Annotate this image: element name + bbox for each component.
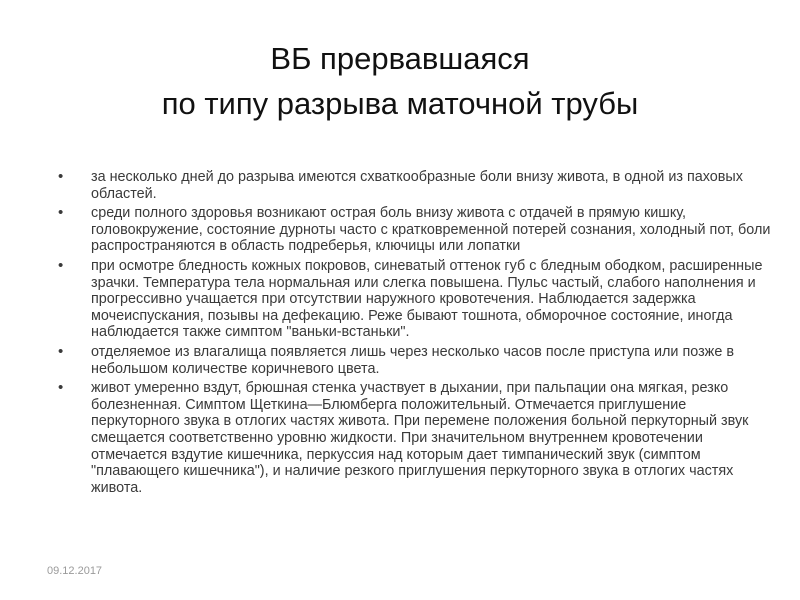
bullet-dot-icon: • — [58, 256, 64, 274]
bullet-item — [58, 205, 778, 255]
slide-title-line-2: по типу разрыва маточной трубы — [161, 86, 639, 121]
bullet-dot-icon: • — [58, 204, 64, 222]
slide-title — [40, 36, 760, 126]
bullet-dot-icon: • — [58, 168, 64, 185]
bullet-dot-icon: • — [58, 342, 64, 360]
bullet-text: за несколько дней до разрыва имеются схваткообразные боли внизу живота, в одной из паховых областей. — [91, 169, 743, 202]
bullet-list — [58, 169, 778, 499]
bullet-item — [58, 169, 778, 202]
bullet-item — [58, 344, 778, 377]
bullet-text: живот умеренно вздут, брюшная стенка участвует в дыхании, при пальпации она мягкая, резко болезненная. Симптом Щеткина—Блюмберга положительный. Отмечается приглушение перкуторного звука в отлогих частях живота. При перемене положения больной перкуторный звук смещается соответственно уровню жидкости. При значительном внутреннем кровотечении отмечается вздутие кишечника, перкуссия над которым дает тимпанический звук (симптом "плавающего кишечника"), и наличие резкого приглушения перкуторного звука в отлогих частях живота. — [91, 380, 749, 496]
bullet-dot-icon: • — [58, 379, 64, 397]
bullet-text: среди полного здоровья возникают острая боль внизу живота с отдачей в прямую кишку, головокружение, состояние дурноты часто с кратковременной потерей сознания, холодный пот, боли распространяются в область подреберья, ключицы или лопатки — [91, 205, 771, 255]
bullet-item — [58, 258, 778, 341]
slide-title-line-1: ВБ прервавшаяся — [270, 41, 530, 76]
bullet-item — [58, 380, 778, 496]
bullet-text: отделяемое из влагалища появляется лишь через несколько часов после приступа или позже в небольшом количестве коричневого цвета. — [91, 343, 734, 377]
footer-date: 09.12.2017 — [47, 565, 103, 577]
bullet-text: при осмотре бледность кожных покровов, синеватый оттенок губ с бледным ободком, расширенные зрачки. Температура тела нормальная или слегка повышена. Пульс частый, слабого наполнения и прогрессивно учащается при отсутствии наружного кровотечения. Наблюдается задержка мочеиспускания, позывы на дефекацию. Реже бывают тошнота, обморочное состояние, иногда наблюдается также симптом "ваньки-встаньки". — [91, 257, 763, 341]
